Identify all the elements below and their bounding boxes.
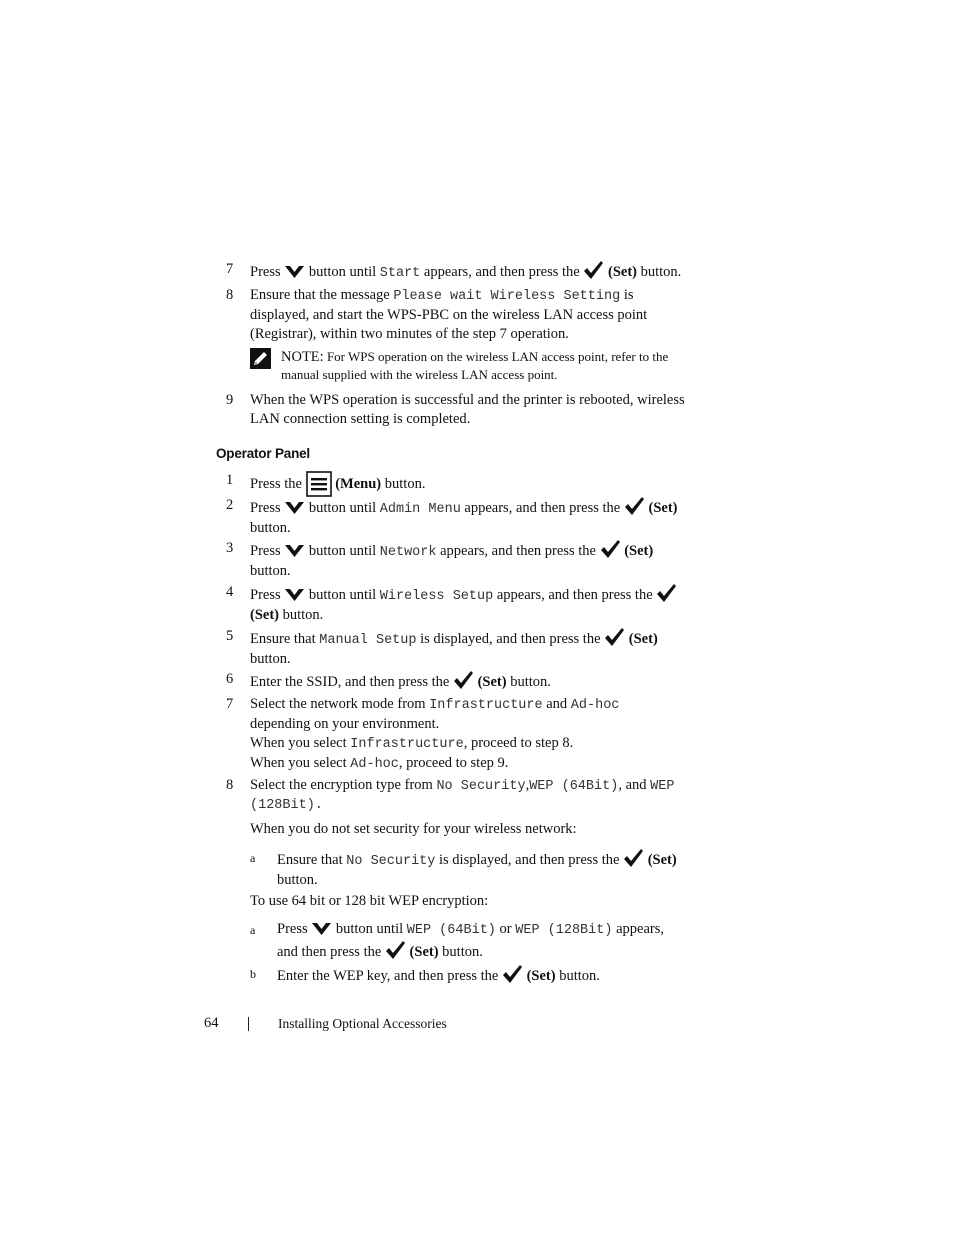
code-text: Please wait Wireless Setting (393, 289, 621, 304)
code-text: Start (379, 266, 421, 281)
no-security-intro: When you do not set security for your wireless network: (250, 821, 577, 837)
page-number: 64 (204, 1015, 219, 1031)
code-text: WEP (650, 779, 675, 794)
substep-letter: b (250, 967, 256, 981)
step-number: 9 (226, 392, 234, 408)
step-number: 7 (226, 696, 234, 712)
step-number: 4 (226, 584, 234, 600)
code-text: Infrastructure (350, 737, 464, 752)
down-arrow-icon (284, 543, 305, 559)
code-text: (128Bit). (250, 798, 323, 813)
down-arrow-icon (311, 921, 332, 937)
section-heading: Operator Panel (216, 446, 310, 461)
code-text: WEP (128Bit) (515, 923, 613, 938)
substep-letter: a (250, 851, 256, 865)
code-text: Ad-hoc (350, 757, 399, 772)
step-number: 3 (226, 540, 234, 556)
manual-page: 7 Press button until Start appears, and then press the (Set) button. 8 Ensure that the message Please wait Wireless Setting is displayed, and start the WPS-PBC on the wireless LAN access point (Registrar), within two minutes of the step 7 operation. NOTE: For WPS operation on the wireless LAN access point, refer to the manual supplied with the wireless LAN access point. 9 When the WPS operation is successful and the printer is rebooted, wireless LAN connection setting is completed. Operator Panel 1 Press the (Menu) button. 2 Press button until Admin Menu appears, and then press the (Set) button. 3 Press button until Network appears, and then press the (Set) button. 4 Press button until Wireless Setup appears, and then press the (Set) button. 5 Ensure that Manual Setup is displayed, and then press the (Set) button. 6 Enter the SSID, and then press the (Set) button. 7 Select the network mode from Infrastructure and Ad-hoc depending on your environment. When you select Infrastructure, proceed to step 8. When you select Ad-hoc, proceed to step 9. 8 Select the encryption type from No Security,WEP (64Bit), and WEP (128Bit). When you do not set security for your wireless network: a Ensure that No Security is displayed, and then press the (Set) button. To use 64 bit or 128 bit WEP encryption: a Press button until WEP (64Bit) or WEP (128Bit) appears, and then press the (Set) button. b Enter the WEP key, and then press the (Set) button. 64 Installing Optional Accessories (0, 0, 954, 1235)
code-text: WEP (64Bit) (406, 923, 496, 938)
footer-divider (248, 1017, 249, 1031)
menu-icon (306, 471, 332, 497)
note-label: NOTE: (281, 349, 324, 365)
check-icon (623, 848, 644, 868)
step-number: 8 (226, 777, 234, 793)
code-text: Ad-hoc (570, 698, 620, 713)
code-text: Admin Menu (379, 502, 461, 517)
check-icon (624, 496, 645, 516)
code-text: Network (379, 545, 437, 560)
check-icon (502, 964, 523, 984)
step-number: 1 (226, 472, 234, 488)
substep-letter: a (250, 923, 256, 937)
wep-intro: To use 64 bit or 128 bit WEP encryption: (250, 893, 489, 909)
code-text: No Security (436, 779, 526, 794)
check-icon (583, 260, 604, 280)
check-icon (600, 539, 621, 559)
code-text: Wireless Setup (379, 589, 494, 604)
chapter-title: Installing Optional Accessories (278, 1016, 447, 1031)
step-number: 7 (226, 261, 234, 277)
step-number: 6 (226, 671, 234, 687)
check-icon (385, 940, 406, 960)
code-text: WEP (64Bit) (529, 779, 619, 794)
code-text: Manual Setup (319, 633, 417, 648)
check-icon (656, 583, 677, 603)
down-arrow-icon (284, 587, 305, 603)
code-text: No Security (346, 854, 436, 869)
check-icon (453, 670, 474, 690)
step-number: 5 (226, 628, 234, 644)
code-text: Infrastructure (429, 698, 543, 713)
step-number: 8 (226, 287, 234, 303)
check-icon (604, 627, 625, 647)
pencil-note-icon (250, 348, 271, 369)
step-number: 2 (226, 497, 234, 513)
down-arrow-icon (284, 500, 305, 516)
down-arrow-icon (284, 264, 305, 280)
